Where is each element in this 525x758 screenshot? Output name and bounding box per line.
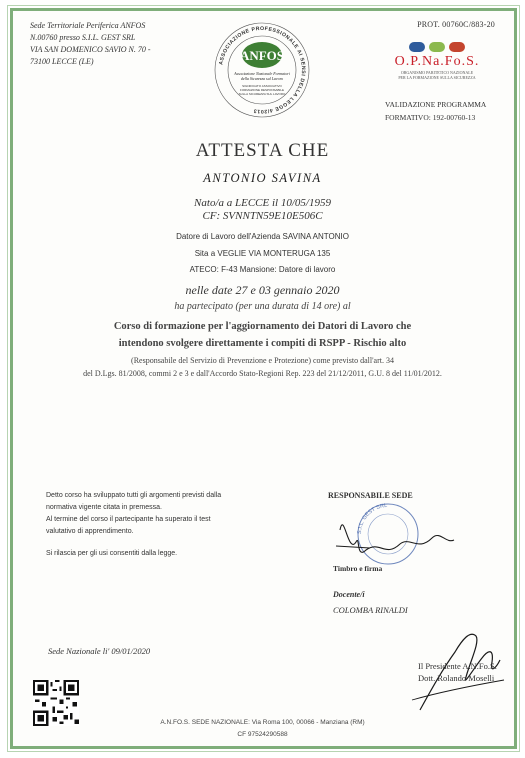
president-name: Dott. Rolando Moselli <box>418 673 495 683</box>
opnafos-sub-line: ORGANISMO PARITETICO NAZIONALE <box>400 70 474 75</box>
location-line: Sita a VEGLIE VIA MONTERUGA 135 <box>194 249 331 258</box>
partner-logo-icon <box>449 42 465 52</box>
opnafos-logo-block <box>382 42 492 80</box>
issue-date: Sede Nazionale li' 09/01/2020 <box>48 646 151 656</box>
seal-sub-line: della Sicurezza sul Lavoro <box>240 76 284 81</box>
course-statement <box>46 490 276 570</box>
protocol-number: PROT. 00760C/883-20 <box>417 20 495 29</box>
course-title-line: intendono svolgere direttamente i compiti di RSPP - Rischio alto <box>118 338 407 349</box>
address-line: 73100 LECCE (LE) <box>30 57 94 66</box>
statement-line: Detto corso ha sviluppato tutti gli argomenti previsti dalla <box>46 492 222 499</box>
validation-code: FORMATIVO: 192-00760-13 <box>385 113 476 122</box>
address-line: N.00760 presso S.I.L. GEST SRL <box>30 33 136 42</box>
svg-text:ASSOCIAZIONE PROFESSIONALE AI <box>218 26 306 114</box>
legal-reference-line: del D.Lgs. 81/2008, commi 2 e 3 e dall'Accordo Stato-Regioni Rep. 223 del 21/12/2011, G.U. 8 del 11/01/2012. <box>83 369 442 378</box>
validation-line: VALIDAZIONE PROGRAMMA <box>385 100 487 109</box>
office-stamp <box>330 500 460 565</box>
anfos-seal-logo <box>212 20 312 120</box>
footer-address: A.N.FO.S. SEDE NAZIONALE: Via Roma 100, 00066 - Manziana (RM) <box>160 719 365 726</box>
participation-line: ha partecipato (per una durata di 14 ore) al <box>174 301 351 312</box>
seal-ring-text: ASSOCIAZIONE PROFESSIONALE AI SENSI DELLA LEGGE 4/2013 <box>218 25 307 115</box>
seal-bottom-line: SIGNIFICATO ASSOCIATIVO <box>242 84 282 88</box>
statement-line: valutativo di apprendimento. <box>46 528 134 535</box>
legal-reference-line: (Responsabile del Servizio di Prevenzione e Protezione) come previsto dall'art. 34 <box>131 356 394 365</box>
ateco-line: ATECO: F-43 Mansione: Datore di lavoro <box>189 265 336 274</box>
birth-info: Nato/a a LECCE il 10/05/1959 <box>194 197 331 209</box>
seal-sub-line: Associazione Nazionale Formatori <box>234 71 290 76</box>
address-line: Sede Territoriale Periferica ANFOS <box>30 21 146 30</box>
partner-logo-icon <box>409 42 425 52</box>
statement-line: Al termine del corso il partecipante ha superato il test <box>46 516 211 523</box>
responsible-label: RESPONSABILE SEDE <box>328 491 413 500</box>
certificate-title: ATTESTA CHE <box>195 140 330 161</box>
opnafos-name: O.P.Na.Fo.S. <box>394 54 480 69</box>
seal-logo-text: ANFOS <box>239 48 285 63</box>
person-name: ANTONIO SAVINA <box>203 171 322 185</box>
partner-logo-icon <box>429 42 445 52</box>
course-dates: nelle date 27 e 03 gennaio 2020 <box>185 283 340 297</box>
stamp-ring-text: S.I.L. GEST SRL <box>356 502 388 535</box>
opnafos-sub-line: PER LA FORMAZIONE SULLA SICUREZZA <box>398 75 476 80</box>
statement-line: normativa vigente citata in premessa. <box>46 504 162 511</box>
seal-bottom-line: FORMAZIONE RESPONSABILE <box>239 88 285 92</box>
employer-line: Datore di Lavoro dell'Azienda SAVINA ANTONIO <box>176 232 349 241</box>
program-validation <box>385 98 495 124</box>
svg-text:S.I.L. GEST SRL <box>357 503 388 534</box>
statement-line: Si rilascia per gli usi consentiti dalla legge. <box>46 550 178 557</box>
statement-paragraph <box>46 490 276 538</box>
stamp-signature-label: Timbro e firma <box>333 564 383 573</box>
teacher-name: COLOMBA RINALDI <box>333 605 408 615</box>
address-line: VIA SAN DOMENICO SAVIO N. 70 - <box>30 45 151 54</box>
teacher-label: Docente/i <box>333 590 365 599</box>
president-title: Il Presidente A.N.Fo.S. <box>418 661 497 671</box>
fiscal-code: CF: SVNNTN59E10E506C <box>202 210 323 222</box>
course-title-line: Corso di formazione per l'aggiornamento dei Datori di Lavoro che <box>113 321 412 332</box>
seal-bottom-line: SULLA SICUREZZA SUL LAVORO <box>238 92 286 96</box>
footer-cf: CF 97524290588 <box>237 731 288 738</box>
partner-logos <box>382 42 492 52</box>
local-office-address <box>30 20 151 68</box>
